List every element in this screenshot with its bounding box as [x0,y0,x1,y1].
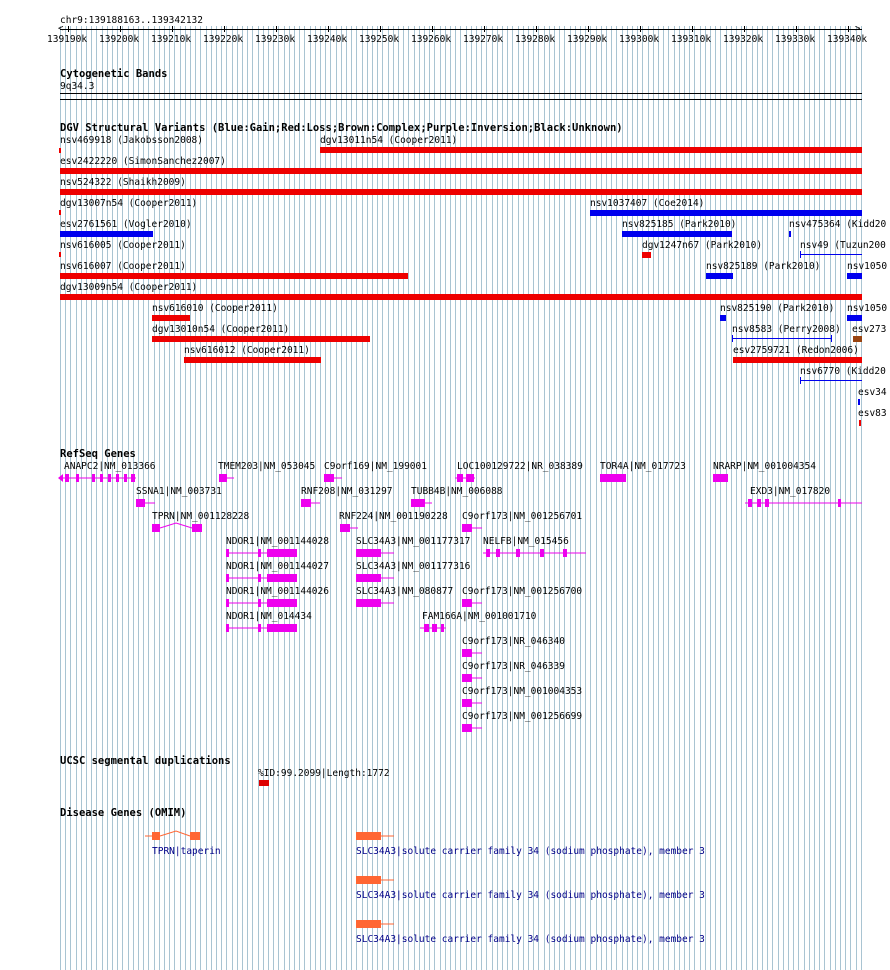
gene-c9orf173d-glyph [462,674,482,682]
coordinate-range-label: chr9:139188163..139342132 [60,15,203,26]
gene-label[interactable]: EXD3|NM_017820 [750,486,831,497]
omim-label[interactable]: TPRN|taperin [152,846,221,857]
gene-ndor1c-glyph [226,599,297,607]
dgv-track-title: DGV Structural Variants (Blue:Gain;Red:Loss;Brown:Complex;Purple:Inversion;Black:Unknown) [60,122,623,134]
variant-label: nsv825189 (Park2010) [706,261,821,272]
ruler-right-arrow-icon: > [855,24,861,34]
gene-label[interactable]: SLC34A3|NM_001177317 [356,536,471,547]
gene-label[interactable]: TOR4A|NM_017723 [600,461,686,472]
variant-label: dgv13011n54 (Cooper2011) [320,135,458,146]
gene-label[interactable]: SSNA1|NM_003731 [136,486,222,497]
variant-label: nsv8583 (Perry2008) [732,324,841,335]
ruler-tick-label: 139320k [723,34,764,45]
gene-label[interactable]: NDOR1|NM_014434 [226,611,312,622]
segdup-track-title: UCSC segmental duplications [60,755,231,767]
refseq-track-title: RefSeq Genes [60,448,136,460]
gene-tprn-glyph [152,523,202,532]
gene-ndor1d-glyph [226,624,297,632]
omim-tprn-glyph [145,831,200,840]
gene-ssna1-glyph [136,499,155,507]
variant-label: nsv616010 (Cooper2011) [152,303,278,314]
gene-c9orf173f-glyph [462,724,482,732]
ruler-tick-label: 139280k [515,34,556,45]
gene-nelfb-glyph [483,549,586,557]
gene-anapc2-glyph [58,474,136,482]
variant-label: nsv6770 (Kidd20 [800,366,886,377]
variant-label: nsv1050 [847,261,888,272]
variant-label: nsv1037407 (Coe2014) [590,198,705,209]
gene-fam166a-glyph [420,624,446,632]
gene-label[interactable]: C9orf173|NM_001256700 [462,586,583,597]
gene-c9orf173b-glyph [462,599,482,607]
gene-label[interactable]: C9orf173|NR_046339 [462,661,565,672]
omim-slc34a3-glyph [356,920,394,928]
gene-label[interactable]: NDOR1|NM_001144026 [226,586,329,597]
variant-label: esv2422220 (SimonSanchez2007) [60,156,226,167]
gene-rnf224-glyph [340,524,358,532]
variant-label: nsv1050 [847,303,888,314]
omim-label[interactable]: SLC34A3|solute carrier family 34 (sodium phosphate), member 3 [356,890,705,901]
gene-c9orf173a-glyph [462,524,482,532]
gene-label[interactable]: LOC100129722|NR_038389 [457,461,583,472]
gene-nrarp-glyph [713,474,728,482]
ruler-left-arrow-icon: < [58,24,64,34]
ruler-tick-label: 139230k [255,34,296,45]
gene-slc34a3c-glyph [356,599,394,607]
gene-label[interactable]: RNF224|NM_001190228 [339,511,448,522]
variant-label: dgv13010n54 (Cooper2011) [152,324,290,335]
gene-label[interactable]: SLC34A3|NM_080877 [356,586,454,597]
gene-label[interactable]: SLC34A3|NM_001177316 [356,561,471,572]
segdup-label[interactable]: %ID:99.2099|Length:1772 [258,768,390,779]
variant-label: dgv1247n67 (Park2010) [642,240,763,251]
variant-label: nsv524322 (Shaikh2009) [60,177,186,188]
gene-label[interactable]: C9orf173|NM_001256701 [462,511,583,522]
ruler-tick-label: 139190k [47,34,88,45]
ruler-tick-label: 139220k [203,34,244,45]
ruler-tick-label: 139250k [359,34,400,45]
ruler-tick-label: 139290k [567,34,608,45]
gene-slc34a3a-glyph [356,549,394,557]
gene-label[interactable]: NRARP|NM_001004354 [713,461,816,472]
ruler-tick-label: 139310k [671,34,712,45]
gene-tor4a-glyph [600,474,626,482]
omim-label[interactable]: SLC34A3|solute carrier family 34 (sodium phosphate), member 3 [356,934,705,945]
segdup-bar [259,780,269,786]
cytoband-track-title: Cytogenetic Bands [60,68,168,80]
variant-label: dgv13007n54 (Cooper2011) [60,198,198,209]
omim-track-title: Disease Genes (OMIM) [60,807,187,819]
omim-label[interactable]: SLC34A3|solute carrier family 34 (sodium phosphate), member 3 [356,846,705,857]
gene-label[interactable]: ANAPC2|NM_013366 [64,461,156,472]
gene-label[interactable]: NDOR1|NM_001144028 [226,536,329,547]
gene-rnf208-glyph [301,499,320,507]
gene-c9orf169-glyph [324,474,342,482]
ruler-tick-label: 139240k [307,34,348,45]
variant-label: nsv469918 (Jakobsson2008) [60,135,203,146]
gene-tmem203-glyph [219,474,234,482]
variant-label: dgv13009n54 (Cooper2011) [60,282,198,293]
variant-label: nsv616005 (Cooper2011) [60,240,186,251]
ruler-tick-label: 139300k [619,34,660,45]
variant-label: esv2761561 (Vogler2010) [60,219,192,230]
gene-label[interactable]: FAM166A|NM_001001710 [422,611,537,622]
ruler-tick-label: 139270k [463,34,504,45]
gene-ndor1b-glyph [226,574,297,582]
variant-label: esv34 [858,387,887,398]
gene-c9orf173e-glyph [462,699,482,707]
gene-exd3-glyph [745,499,862,507]
ruler-tick-label: 139340k [827,34,868,45]
gene-label[interactable]: NDOR1|NM_001144027 [226,561,329,572]
ruler-tick-label: 139210k [151,34,192,45]
variant-label: nsv49 (Tuzun200 [800,240,886,251]
gene-c9orf173c-glyph [462,649,482,657]
variant-label: nsv825190 (Park2010) [720,303,835,314]
gene-label[interactable]: TPRN|NM_001128228 [152,511,250,522]
gene-label[interactable]: C9orf173|NM_001004353 [462,686,583,697]
variant-label: esv2759721 (Redon2006) [733,345,859,356]
gene-label[interactable]: TUBB4B|NM_006088 [411,486,503,497]
omim-slc34a3-glyph [356,832,394,840]
cytoband-label[interactable]: 9q34.3 [60,81,95,92]
omim-slc34a3-glyph [356,876,394,884]
variant-label: esv83 [858,408,887,419]
ruler-tick-label: 139200k [99,34,140,45]
variant-label: nsv475364 (Kidd20 [789,219,887,230]
variant-label: nsv825185 (Park2010) [622,219,737,230]
gene-label[interactable]: C9orf173|NM_001256699 [462,711,583,722]
gene-label[interactable]: C9orf169|NM_199001 [324,461,427,472]
ruler-tick-label: 139260k [411,34,452,45]
gene-slc34a3b-glyph [356,574,394,582]
gene-ndor1a-glyph [226,549,297,557]
gene-label[interactable]: TMEM203|NM_053045 [218,461,316,472]
variant-label: esv273 [852,324,887,335]
gene-label[interactable]: RNF208|NM_031297 [301,486,393,497]
ruler-tick-label: 139330k [775,34,816,45]
variant-label: nsv616007 (Cooper2011) [60,261,186,272]
gene-label[interactable]: C9orf173|NR_046340 [462,636,565,647]
variant-label: nsv616012 (Cooper2011) [184,345,310,356]
gene-loc100129722-glyph [455,474,475,482]
gene-label[interactable]: NELFB|NM_015456 [483,536,569,547]
gene-tubb4b-glyph [411,499,432,507]
